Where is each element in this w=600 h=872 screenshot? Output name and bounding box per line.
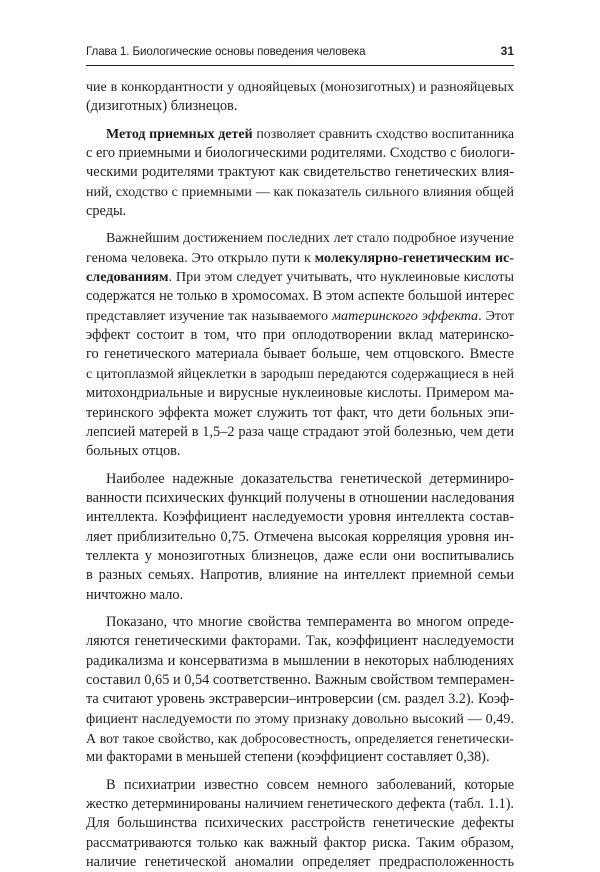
text-line: интеллекта. Коэффициент наследуемости уровня интеллекта состав- [86, 509, 514, 526]
running-header [86, 41, 514, 66]
text-line: рассматриваются только как важный фактор риска. Таким образом, [86, 834, 514, 851]
text-line: го генетического материала бывает больше, чем отцовского. Вместе [86, 346, 514, 363]
text-line: с цитоплазмой яйцеклетки в зародыш передаются содержащиеся в ней [86, 365, 514, 382]
text-line: составил 0,65 и 0,54 соответственно. Важным свойством темперамен- [86, 671, 515, 688]
text-line: больных отцов. [86, 443, 181, 460]
text-line: в разных семьях. Напротив, влияние на интеллект приемной семьи [86, 567, 514, 584]
text-line: с его приемными и биологическими родителями. Сходство с биологи- [86, 145, 515, 162]
text-line [86, 268, 514, 287]
text-line: содержатся не только в хромосомах. В этом аспекте большой интерес [86, 288, 514, 305]
text-line [86, 249, 514, 268]
term-maternal-effect: материнского эффекта [332, 307, 479, 324]
text-line: ний, сходство с приемными — как показатель сильного влияния общей [86, 184, 514, 200]
text-line: среды. [86, 203, 127, 220]
text-fragment: . Этот [478, 307, 514, 324]
text-line: В психиатрии известно совсем немного заболеваний, которые [106, 776, 514, 793]
text-fragment: генома человека. Это открыло пути к [86, 249, 315, 266]
text-line: теринского эффекта может служить тот факт, что дети больных эпи- [86, 404, 514, 421]
text-line: митохондриальные и вирусные нуклеиновые кислоты. Примером ма- [86, 385, 514, 402]
text-fragment: представляет изучение так называемого [86, 307, 332, 324]
text-line: Для большинства психических расстройств генетические дефекты [86, 815, 514, 832]
body-text [86, 78, 514, 872]
text-line: лепсией матерей в 1,5–2 раза чаще страдают этой болезнью, чем дети [86, 423, 514, 440]
text-line: та считают уровень экстраверсии–интроверсии (см. раздел 3.2). Коэф- [86, 691, 514, 708]
text-line: чие в конкордантности у однояйцевых (монозиготных) и разнояйцевых [86, 80, 514, 95]
text-line: Показано, что многие свойства темперамента во многом опреде- [106, 613, 514, 630]
text-line: Наиболее надежные доказательства генетической детерминиро- [106, 470, 514, 487]
text-fragment: . При этом следует учитывать, что нуклеиновые кислоты [168, 269, 514, 286]
text-line: жестко детерминированы наличием генетического дефекта (табл. 1.1). [86, 796, 514, 813]
term-molecular-genetic: молекулярно-генетическим ис- [314, 249, 514, 266]
text-line: наличие генетической аномалии определяет предрасположенность [86, 854, 514, 871]
text-line [86, 307, 514, 326]
term-molecular-genetic-cont: следованиям [86, 269, 169, 286]
text-line: фициент наследуемости по этому признаку довольно высокий — 0,49. [86, 710, 514, 727]
text-line: ческими родителями трактуют как свидетельство генетических влия- [86, 164, 514, 181]
text-line: Важнейшим достижением последних лет стало подробное изучение [106, 231, 514, 247]
text-line [86, 125, 514, 144]
page-number: 31 [500, 44, 514, 58]
text-line: ляет приблизительно 0,75. Отмечена высокая корреляция уровня ин- [86, 528, 514, 545]
chapter-title: Глава 1. Биологические основы поведения человека [86, 45, 366, 58]
text-line: (дизиготных) близнецов. [86, 98, 238, 115]
text-line: ванности психических функций получены в отношении наследования [86, 489, 515, 506]
term-adoption-method: Метод приемных детей [106, 126, 253, 142]
text-line: ляются генетическими факторами. Так, коэффициент наследуемости [86, 633, 514, 650]
text-line: эффект состоит в том, что при оплодотворении вклад материнско- [86, 327, 514, 344]
text-line: ничтожно мало. [86, 586, 184, 603]
text-line: А вот такое свойство, как добросовестность, определяется генетически- [86, 731, 514, 746]
text-line: ми факторами в меньшей степени (коэффициент составляет 0,38). [86, 749, 490, 766]
text-line: радикализма и консерватизма в мышлении в некоторых наблюдениях [86, 652, 514, 669]
text-line: теллекта у монозиготных близнецов, даже если они воспитывались [86, 547, 514, 564]
text-fragment: позволяет сравнить сходство воспитанника [252, 126, 514, 142]
